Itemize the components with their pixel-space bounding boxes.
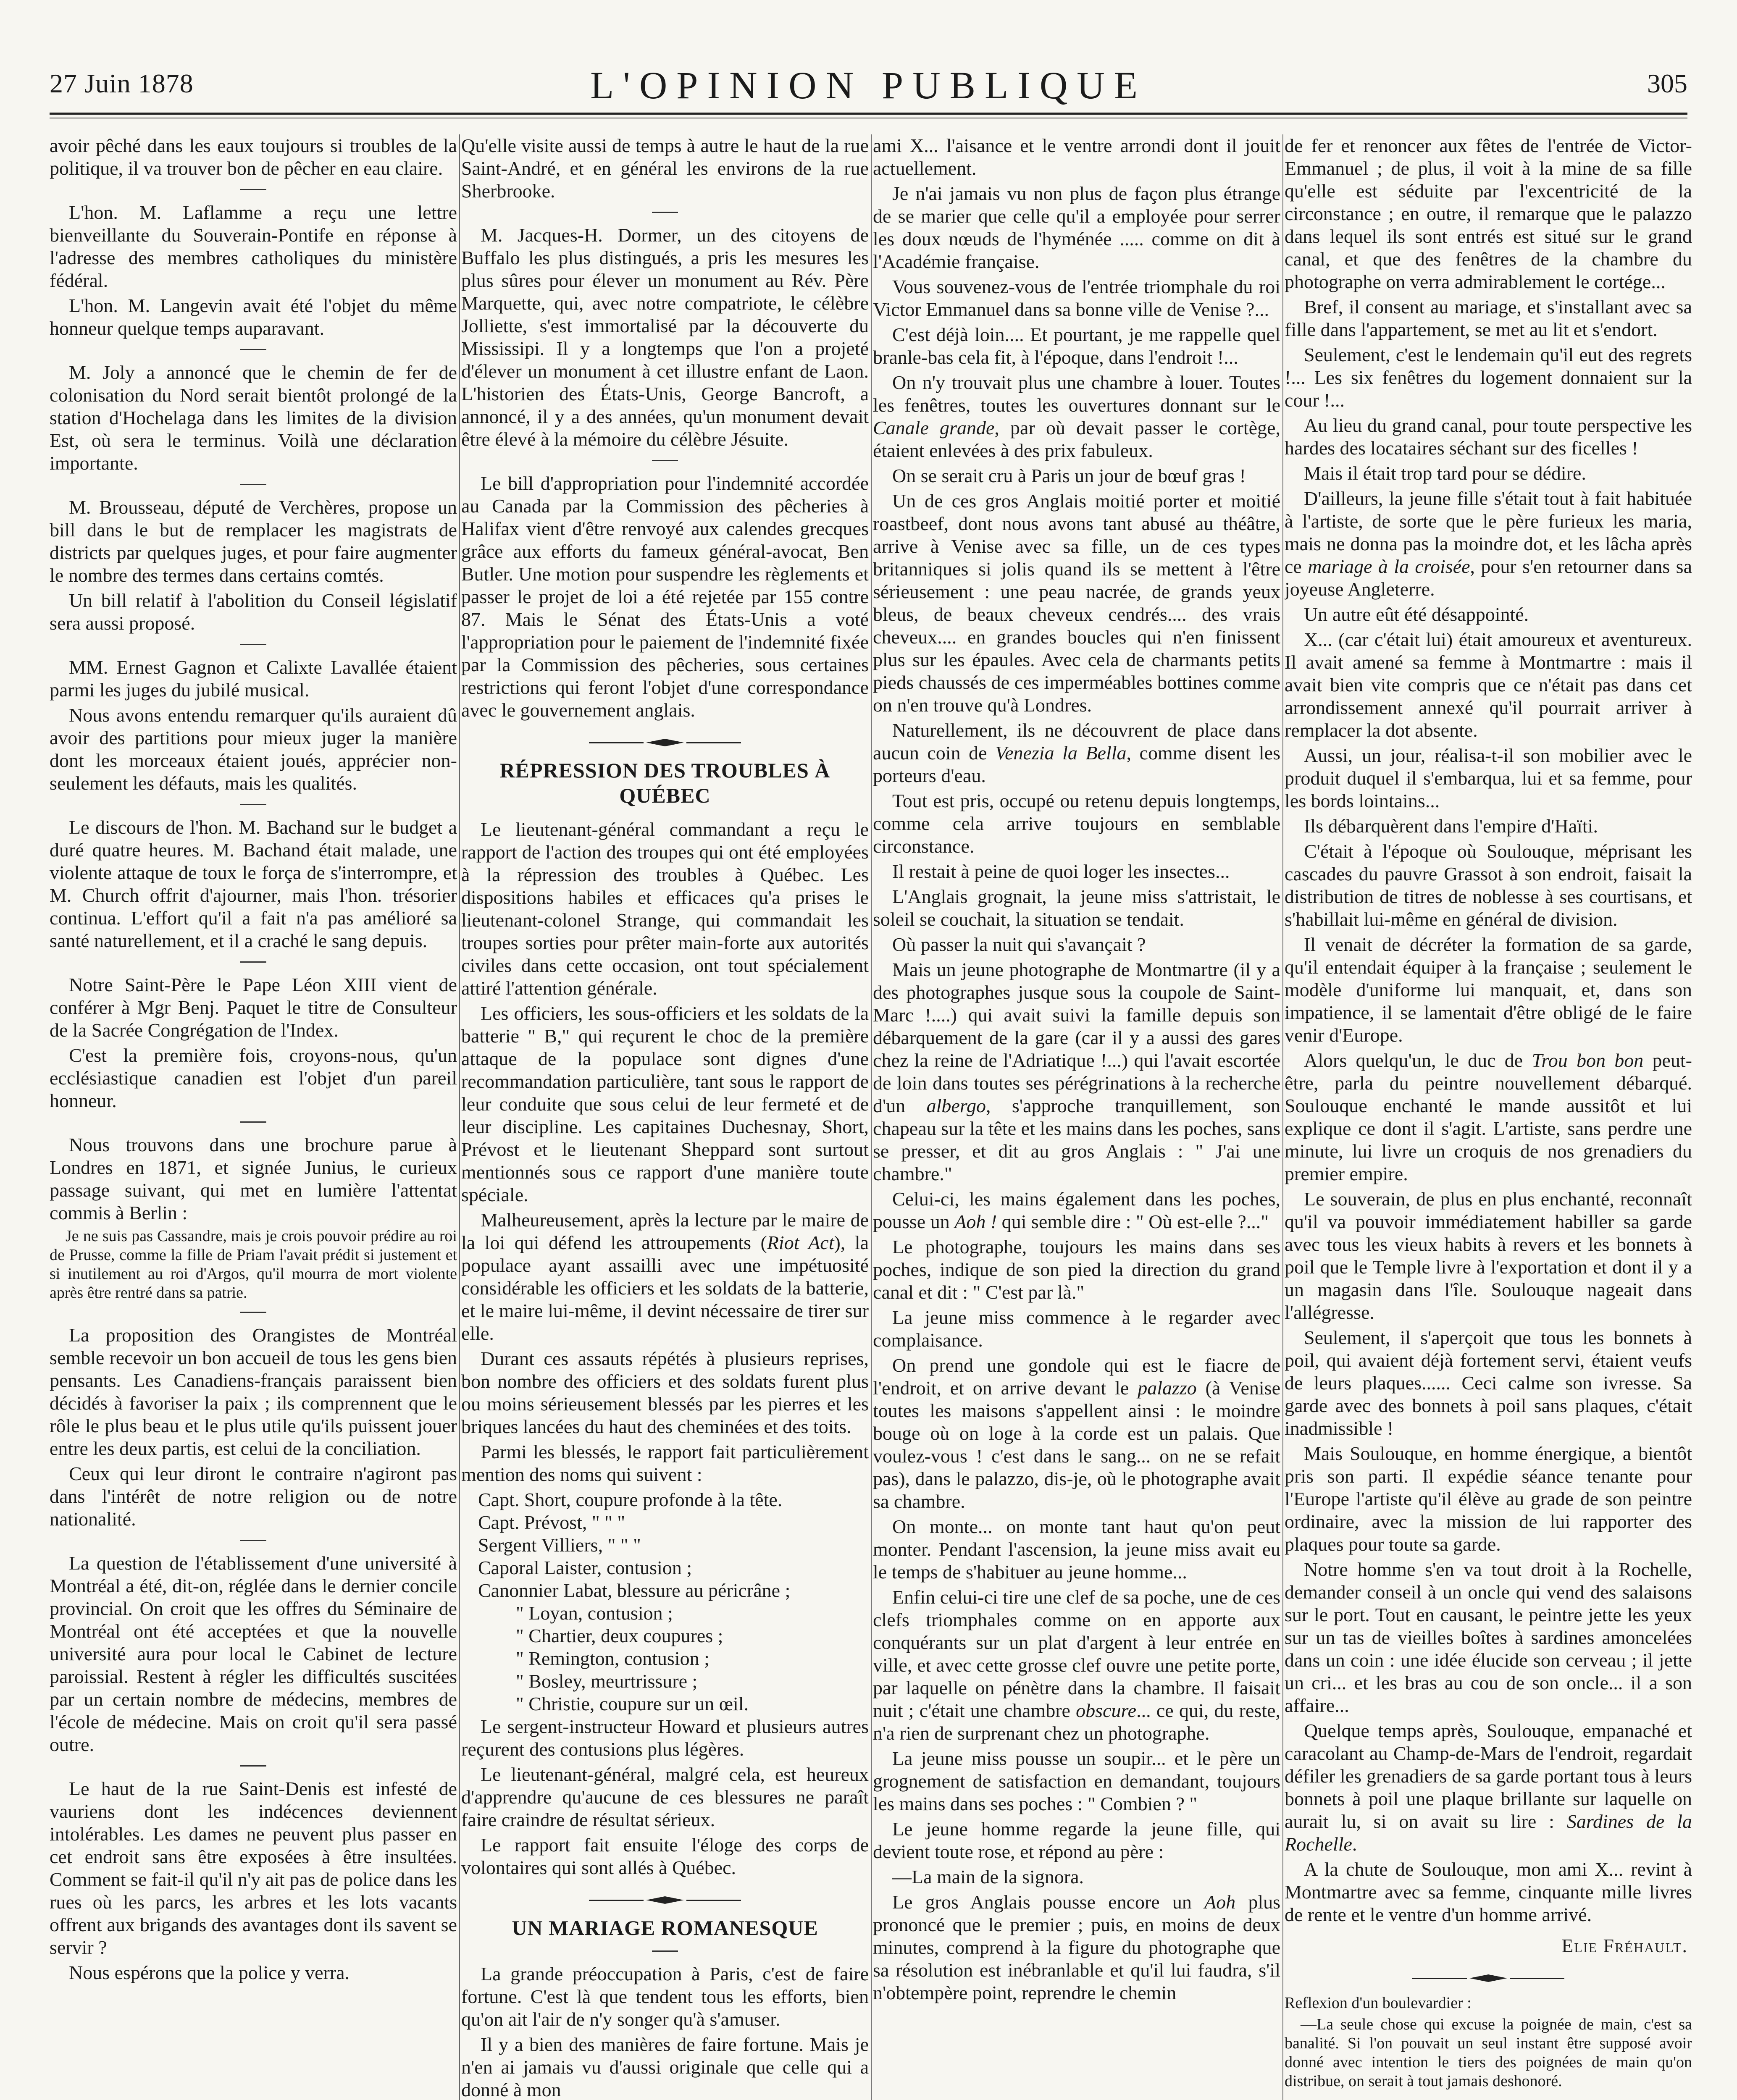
paragraph: Je n'ai jamais vu non plus de façon plus étrange de se marier que celle qu'il a employée pour serrer les doux nœuds de l'hyménée ..... comme on dit à l'Académie française.: [873, 183, 1280, 272]
newspaper-title: L'OPINION PUBLIQUE: [590, 64, 1147, 107]
wounded-list-item: Capt. Short, coupure profonde à la tête.: [478, 1489, 783, 1510]
paragraph: L'hon. M. Langevin avait été l'objet du même honneur quelque temps auparavant.: [50, 295, 457, 339]
paragraph: L'hon. M. Laflamme a reçu une lettre bienveillante du Souverain-Pontife en réponse à l'adresse des membres catholiques du ministère fédéral.: [50, 202, 457, 291]
paragraph: MM. Ernest Gagnon et Calixte Lavallée étaient parmi les juges du jubilé musical.: [50, 656, 457, 701]
paragraph: Celui-ci, les mains également dans les poches, pousse un Aoh ! qui semble dire : " Où est-elle ?...": [873, 1188, 1280, 1232]
paragraph: Ceux qui leur diront le contraire n'agiront pas dans l'intérêt de notre religion ou de notre nationalité.: [50, 1463, 457, 1530]
note-title: Reflexion d'un boulevardier :: [1285, 1994, 1472, 2012]
paragraph: X... (car c'était lui) était amoureux et aventureux. Il avait amené sa femme à Montmartre : mais il avait bien vite compris que ce n'était pas dans cet arrondissement annexé qu'il pourrait arriver à remplacer la dot absente.: [1285, 629, 1692, 741]
paragraph: Mais Soulouque, en homme énergique, a bientôt pris son parti. Il expédie séance tenante pour l'Europe l'artiste qu'il élève au grade de son peintre ordinaire, avec la mission de lui rapporter des plaques pour toute sa garde.: [1285, 1443, 1692, 1555]
paragraph: M. Brousseau, député de Verchères, propose un bill dans le but de remplacer les magistrats de districts par quelques juges, et pour faire augmenter le nombre des termes dans certains comtés.: [50, 496, 457, 586]
paragraph: D'ailleurs, la jeune fille s'était tout à fait habituée à l'artiste, de sorte que le père furieux les maria, mais ne donna pas la moindre dot, et les lâcha après ce mariage à la croisée, pour s'en retourner dans sa joyeuse Angleterre.: [1285, 488, 1692, 600]
paragraph: C'était à l'époque où Soulouque, méprisant les cascades du pauvre Grassot à son endroit, faisait la distribution de titres de noblesse à ses courtisans, et s'habillait lui-même en général de division.: [1285, 840, 1692, 930]
wounded-list-item: Sergent Villiers, " " ": [478, 1534, 641, 1556]
separator: [652, 212, 678, 213]
article-heading: UN MARIAGE ROMANESQUE: [512, 1916, 818, 1940]
paragraph: La jeune miss commence à le regarder avec complaisance.: [873, 1307, 1280, 1351]
paragraph: Parmi les blessés, le rapport fait particulièrement mention des noms qui suivent :: [461, 1441, 869, 1485]
paragraph: A la chute de Soulouque, mon ami X... revint à Montmartre avec sa femme, cinquante mille livres de rente et le ventre d'un homme arrivé.: [1285, 1858, 1692, 1925]
paragraph: Seulement, c'est le lendemain qu'il eut des regrets !... Les six fenêtres du logement donnaient sur la cour !...: [1285, 344, 1692, 411]
paragraph: On n'y trouvait plus une chambre à louer. Toutes les fenêtres, toutes les ouvertures donnant sur le Canale grande, par où devait passer le cortège, étaient enlevées à des prix fabuleux.: [873, 372, 1280, 461]
block-quote: Je ne suis pas Cassandre, mais je crois pouvoir prédire au roi de Prusse, comme la fille de Priam l'avait prédit si justement et si inutilement au roi d'Argos, qu'il mourra de mort violente après être rentré dans sa patrie.: [50, 1227, 457, 1302]
paragraph: Notre homme s'en va tout droit à la Rochelle, demander conseil à un oncle qui vend des salaisons sur le port. Tout en causant, le peintre jette les yeux sur un tas de vieilles boîtes à sardines amoncelées dans un coin : une idée élucide son cerveau ; il jette un cri... et les bras au cou de son oncle... il a son affaire...: [1285, 1559, 1692, 1716]
paragraph: Notre Saint-Père le Pape Léon XIII vient de conférer à Mgr Benj. Paquet le titre de Consulteur de la Sacrée Congrégation de l'Index.: [50, 974, 457, 1041]
section-ornament: [461, 738, 869, 747]
paragraph: Enfin celui-ci tire une clef de sa poche, une de ces clefs triomphales comme on en apporte aux conquérants sur un plat d'argent à leur entrée en ville, et avec cette grosse clef ouvre une petite porte, par laquelle on pénètre dans la chambre. Il faisait nuit ; c'était une chambre obscure... ce qui, du reste, n'a rien de surprenant chez un photographe.: [873, 1586, 1280, 1744]
column-4: [1285, 134, 1692, 2100]
section-ornament: [461, 1896, 869, 1904]
note-body: —La seule chose qui excuse la poignée de main, c'est sa banalité. Si l'on pouvait un seul instant être supposé avoir donné avec intention le tiers des poignées de main qu'on distribue, on serait à tout jamais deshonoré.: [1285, 2016, 1692, 2090]
paragraph: Mais un jeune photographe de Montmartre (il y a des photographes jusque sous la coupole de Saint-Marc !....) qui avait suivi la famille depuis son débarquement de la gare (car il y a aussi des gares chez la reine de l'Adriatique !...) qui l'avait escortée de loin dans toutes ses pérégrinations à la recherche d'un albergo, s'approche tranquillement, son chapeau sur la tête et les mains dans les poches, sans se presser, et dit au gros Anglais : " J'ai une chambre.": [873, 959, 1280, 1184]
masthead-rule: [50, 113, 1687, 115]
paragraph: Durant ces assauts répétés à plusieurs reprises, bon nombre des officiers et des soldats furent plus ou moins sérieusement blessés par les pierres et les briques lancées du haut des cheminées et des toits.: [461, 1348, 869, 1437]
paragraph: Mais il était trop tard pour se dédire.: [1304, 462, 1586, 484]
separator: [240, 644, 266, 645]
paragraph: Vous souvenez-vous de l'entrée triomphale du roi Victor Emmanuel dans sa bonne ville de Venise ?...: [873, 276, 1280, 320]
paragraph: On monte... on monte tant haut qu'on peut monter. Pendant l'ascension, la jeune miss avait eu le temps de s'habituer au jeune homme...: [873, 1516, 1280, 1583]
separator: [240, 1765, 266, 1767]
paragraph: On se serait cru à Paris un jour de bœuf gras !: [892, 465, 1246, 486]
paragraph: Le haut de la rue Saint-Denis est infesté de vauriens dont les indécences deviennent intolérables. Les dames ne peuvent plus passer en cet endroit sans être exposées à être insultées. Comment se fait-il qu'il n'y ait pas de police dans les rues où les parcs, les arbres et les lots vacants offrent aux brigands des avantages dont ils savent se servir ?: [50, 1778, 457, 1958]
paragraph: Alors quelqu'un, le duc de Trou bon bon peut-être, parla du peintre nouvellement débarqué. Soulouque enchanté le mande aussitôt et lui explique ce dont il s'agit. L'artiste, sans perdre une minute, lui livre un croquis de nos grenadiers du premier empire.: [1285, 1050, 1692, 1184]
paragraph: Nous avons entendu remarquer qu'ils auraient dû avoir des partitions pour mieux juger la manière dont les morceaux étaient joués, apprécier non-seulement les défauts, mais les qualités.: [50, 704, 457, 794]
paragraph: On prend une gondole qui est le fiacre de l'endroit, et on arrive devant le palazzo (à Venise toutes les maisons s'appellent ainsi : le moindre bouge où on loge à la corde est un palais. Que voulez-vous ! c'est dans le sang... on ne se refait pas), dans le palazzo, dis-je, où le photographe avait sa chambre.: [873, 1354, 1280, 1512]
wounded-list-item: " Christie, coupure sur un œil.: [516, 1693, 749, 1714]
issue-date: 27 Juin 1878: [50, 68, 194, 98]
separator: [240, 484, 266, 485]
paragraph: La jeune miss pousse un soupir... et le père un grognement de satisfaction en demandant, toujours les mains dans ses poches : " Combien ? ": [873, 1748, 1280, 1814]
paragraph: M. Jacques-H. Dormer, un des citoyens de Buffalo les plus distingués, a pris les mesures les plus sûres pour élever un monument au Rév. Père Marquette, qui, avec notre compatriote, le célèbre Jolliette, s'est immortalisé par la découverte du Mississipi. Il y a longtemps que l'on a projeté d'élever un monument à cet illustre enfant de Laon. L'historien des États-Unis, George Bancroft, a annoncé, il y a des années, qu'un monument devait être élevé à la mémoire du célèbre Jésuite.: [461, 224, 869, 450]
paragraph: Bref, il consent au mariage, et s'installant avec sa fille dans l'appartement, se met au lit et s'endort.: [1285, 296, 1692, 340]
paragraph: C'est la première fois, croyons-nous, qu'un ecclésiastique canadien est l'objet d'un pareil honneur.: [50, 1045, 457, 1111]
paragraph: Le photographe, toujours les mains dans ses poches, indique de son pied la direction du grand canal et dit : " C'est par là.": [873, 1236, 1280, 1303]
paragraph: Il restait à peine de quoi loger les insectes...: [892, 861, 1230, 882]
paragraph: Un autre eût été désappointé.: [1304, 604, 1529, 625]
column-1: [50, 134, 457, 2100]
paragraph: de fer et renoncer aux fêtes de l'entrée de Victor-Emmanuel ; de plus, il voit à la mine de sa fille qu'elle est séduite par l'excentricité de la circonstance ; en outre, il remarque que le palazzo dans lequel ils sont entrés est situé sur le grand canal, et que des fenêtres de la chambre du photographe on verra admirablement le cortége...: [1285, 135, 1692, 292]
wounded-list-item: " Bosley, meurtrissure ;: [516, 1670, 698, 1692]
wounded-list-item: Canonnier Labat, blessure au péricrâne ;: [478, 1580, 791, 1601]
author-signature: Elie Fréhault.: [1561, 1935, 1688, 1956]
paragraph: Un bill relatif à l'abolition du Conseil législatif sera aussi proposé.: [50, 590, 457, 634]
wounded-list-item: " Remington, contusion ;: [516, 1648, 710, 1669]
section-ornament: [1285, 1974, 1692, 1982]
paragraph: Le souverain, de plus en plus enchanté, reconnaît qu'il va pouvoir immédiatement habiller sa garde avec tous les vieux habits à revers et les bonnets à poil que le Temple livre à l'exportation et dont il y a un magasin dans l'île. Soulouque nageait dans l'allégresse.: [1285, 1188, 1692, 1323]
paragraph: Qu'elle visite aussi de temps à autre le haut de la rue Saint-André, et en général les environs de la rue Sherbrooke.: [461, 135, 869, 202]
paragraph: M. Joly a annoncé que le chemin de fer de colonisation du Nord serait bientôt prolongé de la station d'Hochelaga dans les limites de la division Est, où sera le terminus. Voilà une déclaration importante.: [50, 362, 457, 474]
paragraph: Nous espérons que la police y verra.: [69, 1962, 350, 1983]
paragraph: Il y a bien des manières de faire fortune. Mais je n'en ai jamais vu d'aussi originale que celle qui a donné à mon: [461, 2034, 869, 2100]
paragraph: Quelque temps après, Soulouque, empanaché et caracolant au Champ-de-Mars de l'endroit, regardait défiler les grenadiers de sa garde portant tous à leurs bonnets à poil une plaque brillante sur laquelle on aurait lu, si on avait su lire : Sardines de la Rochelle.: [1285, 1720, 1692, 1855]
paragraph: Ils débarquèrent dans l'empire d'Haïti.: [1304, 815, 1598, 837]
paragraph: Le rapport fait ensuite l'éloge des corps de volontaires qui sont allés à Québec.: [461, 1834, 869, 1878]
paragraph: avoir pêché dans les eaux toujours si troubles de la politique, il va trouver bon de pêcher en eau claire.: [50, 135, 457, 179]
paragraph: Un de ces gros Anglais moitié porter et moitié roastbeef, dont nous avons tant abusé au théâtre, arrive à Venise avec sa fille, un de ces types britanniques si jolis quand ils se mettent à l'être sérieusement : une peau nacrée, de grands yeux bleus, de beaux cheveux cendrés.... des vrais cheveux.... en grandes boucles qui n'en finissent plus sur les épaules. Avec cela de charmants petits pieds chaussés de ces imperméables bottines comme on n'en trouve qu'à Londres.: [873, 490, 1280, 716]
paragraph: Seulement, il s'aperçoit que tous les bonnets à poil, qui avaient déjà fortement servi, étaient veufs de leurs plaques...... Ceci calme son ivresse. Sa garde avec des bonnets à poil sans plaques, c'était inadmissible !: [1285, 1327, 1692, 1439]
separator: [240, 349, 266, 350]
paragraph: Le lieutenant-général commandant a reçu le rapport de l'action des troupes qui ont été employées à la répression des troubles à Québec. Les dispositions habiles et efficaces qu'a prises le lieutenant-colonel Strange, qui commandait les troupes sorties pour prêter main-forte aux autorités civiles dans cette occasion, ont tout spécialement attiré l'attention générale.: [461, 819, 869, 999]
paragraph: C'est déjà loin.... Et pourtant, je me rappelle quel branle-bas cela fit, à l'époque, dans l'endroit !...: [873, 324, 1280, 368]
paragraph: Le discours de l'hon. M. Bachand sur le budget a duré quatre heures. M. Bachand était malade, une violente attaque de toux le força de s'interrompre, et M. Church offrit d'ajourner, mais l'hon. trésorier continua. L'effort qu'il a fait n'a pas amélioré sa santé naturellement, et il a craché le sang depuis.: [50, 816, 457, 951]
wounded-list-item: " Chartier, deux coupures ;: [516, 1625, 723, 1646]
page-number: 305: [1647, 68, 1687, 98]
paragraph: La grande préoccupation à Paris, c'est de faire fortune. C'est là que tendent tous les efforts, bien qu'on ait l'air de n'y songer qu'à s'amuser.: [461, 1963, 869, 2030]
paragraph: Le gros Anglais pousse encore un Aoh plus prononcé que le premier ; puis, en moins de deux minutes, comprend à la figure du photographe que sa résolution est inébranlable et qu'il lui faudra, s'il n'obtempère point, reprendre le chemin: [873, 1891, 1280, 2003]
separator: [240, 1540, 266, 1541]
separator: [652, 1950, 678, 1952]
wounded-list-item: Caporal Laister, contusion ;: [478, 1557, 692, 1578]
paragraph: La proposition des Orangistes de Montréal semble recevoir un bon accueil de tous les gens bien pensants. Les Canadiens-français paraissent bien décidés à favoriser la paix ; ils comprennent que le rôle le plus beau et le plus utile qu'ils puissent jouer entre les deux partis, est celui de la conciliation.: [50, 1324, 457, 1459]
masthead: [50, 63, 1687, 109]
separator: [652, 460, 678, 461]
paragraph: Nous trouvons dans une brochure parue à Londres en 1871, et signée Junius, le curieux passage suivant, qui met en lumière l'attentat commis à Berlin :: [50, 1134, 457, 1223]
paragraph: ami X... l'aisance et le ventre arrondi dont il jouit actuellement.: [873, 135, 1280, 179]
paragraph: Malheureusement, après la lecture par le maire de la loi qui défend les attroupements (Riot Act), la populace ayant assailli avec une impétuosité considérable les officiers et les soldats de la batterie, et le maire lui-même, il devint nécessaire de tirer sur elle.: [461, 1209, 869, 1344]
paragraph: La question de l'établissement d'une université à Montréal a été, dit-on, réglée dans le dernier concile provincial. On croit que les offres du Séminaire de Montréal ont été acceptées et que la nouvelle université aura pour local le Cabinet de lecture paroissial. Restent à régler les difficultés suscitées par un certain nombre de médecins, membres de l'école de médecine. Mais on croit qu'il sera passé outre.: [50, 1552, 457, 1755]
paragraph: Au lieu du grand canal, pour toute perspective les hardes des locataires séchant sur des ficelles !: [1285, 415, 1692, 459]
paragraph: L'Anglais grognait, la jeune miss s'attristait, le soleil se couchait, la situation se tendait.: [873, 886, 1280, 930]
separator: [240, 961, 266, 963]
paragraph: —La main de la signora.: [892, 1866, 1084, 1887]
column-3: [873, 134, 1280, 2100]
separator: [240, 1121, 266, 1123]
paragraph: Le bill d'appropriation pour l'indemnité accordée au Canada par la Commission des pêcheries à Halifax vient d'être renvoyé aux calendes grecques grâce aux efforts du fameux général-avocat, Ben Butler. Une motion pour suspendre les règlements et passer le projet de loi a été rejetée par 155 contre 87. Mais le Sénat des États-Unis a voté l'appropriation pour le paiement de l'indemnité fixée par la Commission des pêcheries, sous certaines restrictions qui feront l'objet d'une correspondance avec le gouvernement anglais.: [461, 472, 869, 721]
wounded-list-item: " Loyan, contusion ;: [516, 1602, 673, 1624]
column-2: [461, 134, 869, 2100]
paragraph: Le jeune homme regarde la jeune fille, qui devient toute rose, et répond au père :: [873, 1818, 1280, 1862]
paragraph: Tout est pris, occupé ou retenu depuis longtemps, comme cela arrive toujours en semblable circonstance.: [873, 790, 1280, 857]
separator: [240, 804, 266, 805]
wounded-list-item: Capt. Prévost, " " ": [478, 1512, 625, 1533]
paragraph: Où passer la nuit qui s'avançait ?: [892, 934, 1146, 955]
paragraph: Naturellement, ils ne découvrent de place dans aucun coin de Venezia la Bella, comme disent les porteurs d'eau.: [873, 719, 1280, 786]
separator: [240, 189, 266, 190]
column-divider: [871, 134, 872, 2100]
separator: [240, 1312, 266, 1313]
column-divider: [1282, 134, 1283, 2100]
paragraph: Le lieutenant-général, malgré cela, est heureux d'apprendre qu'aucune de ces blessures ne paraît faire craindre de résultat sérieux.: [461, 1764, 869, 1830]
article-heading: RÉPRESSION DES TROUBLES À QUÉBEC: [499, 759, 830, 807]
paragraph: Le sergent-instructeur Howard et plusieurs autres reçurent des contusions plus légères.: [461, 1716, 869, 1760]
paragraph: Il venait de décréter la formation de sa garde, qu'il entendait équiper à la française ; seulement le modèle d'uniforme lui manquait, et, dans son impatience, il se lamentait d'être obligé de le faire venir d'Europe.: [1285, 934, 1692, 1046]
column-divider: [459, 134, 460, 2100]
paragraph: Aussi, un jour, réalisa-t-il son mobilier avec le produit duquel il s'embarqua, lui et sa femme, pour les bords lointains...: [1285, 745, 1692, 811]
paragraph: Les officiers, les sous-officiers et les soldats de la batterie " B," qui reçurent le choc de la première attaque de la populace sont dignes d'une recommandation particulière, tant sous le rapport de leur conduite que sous celui de leur fermeté et de leur discipline. Les capitaines Duchesnay, Short, Prévost et le lieutenant Sheppard sont surtout mentionnés sous ce rapport d'une manière toute spéciale.: [461, 1003, 869, 1205]
